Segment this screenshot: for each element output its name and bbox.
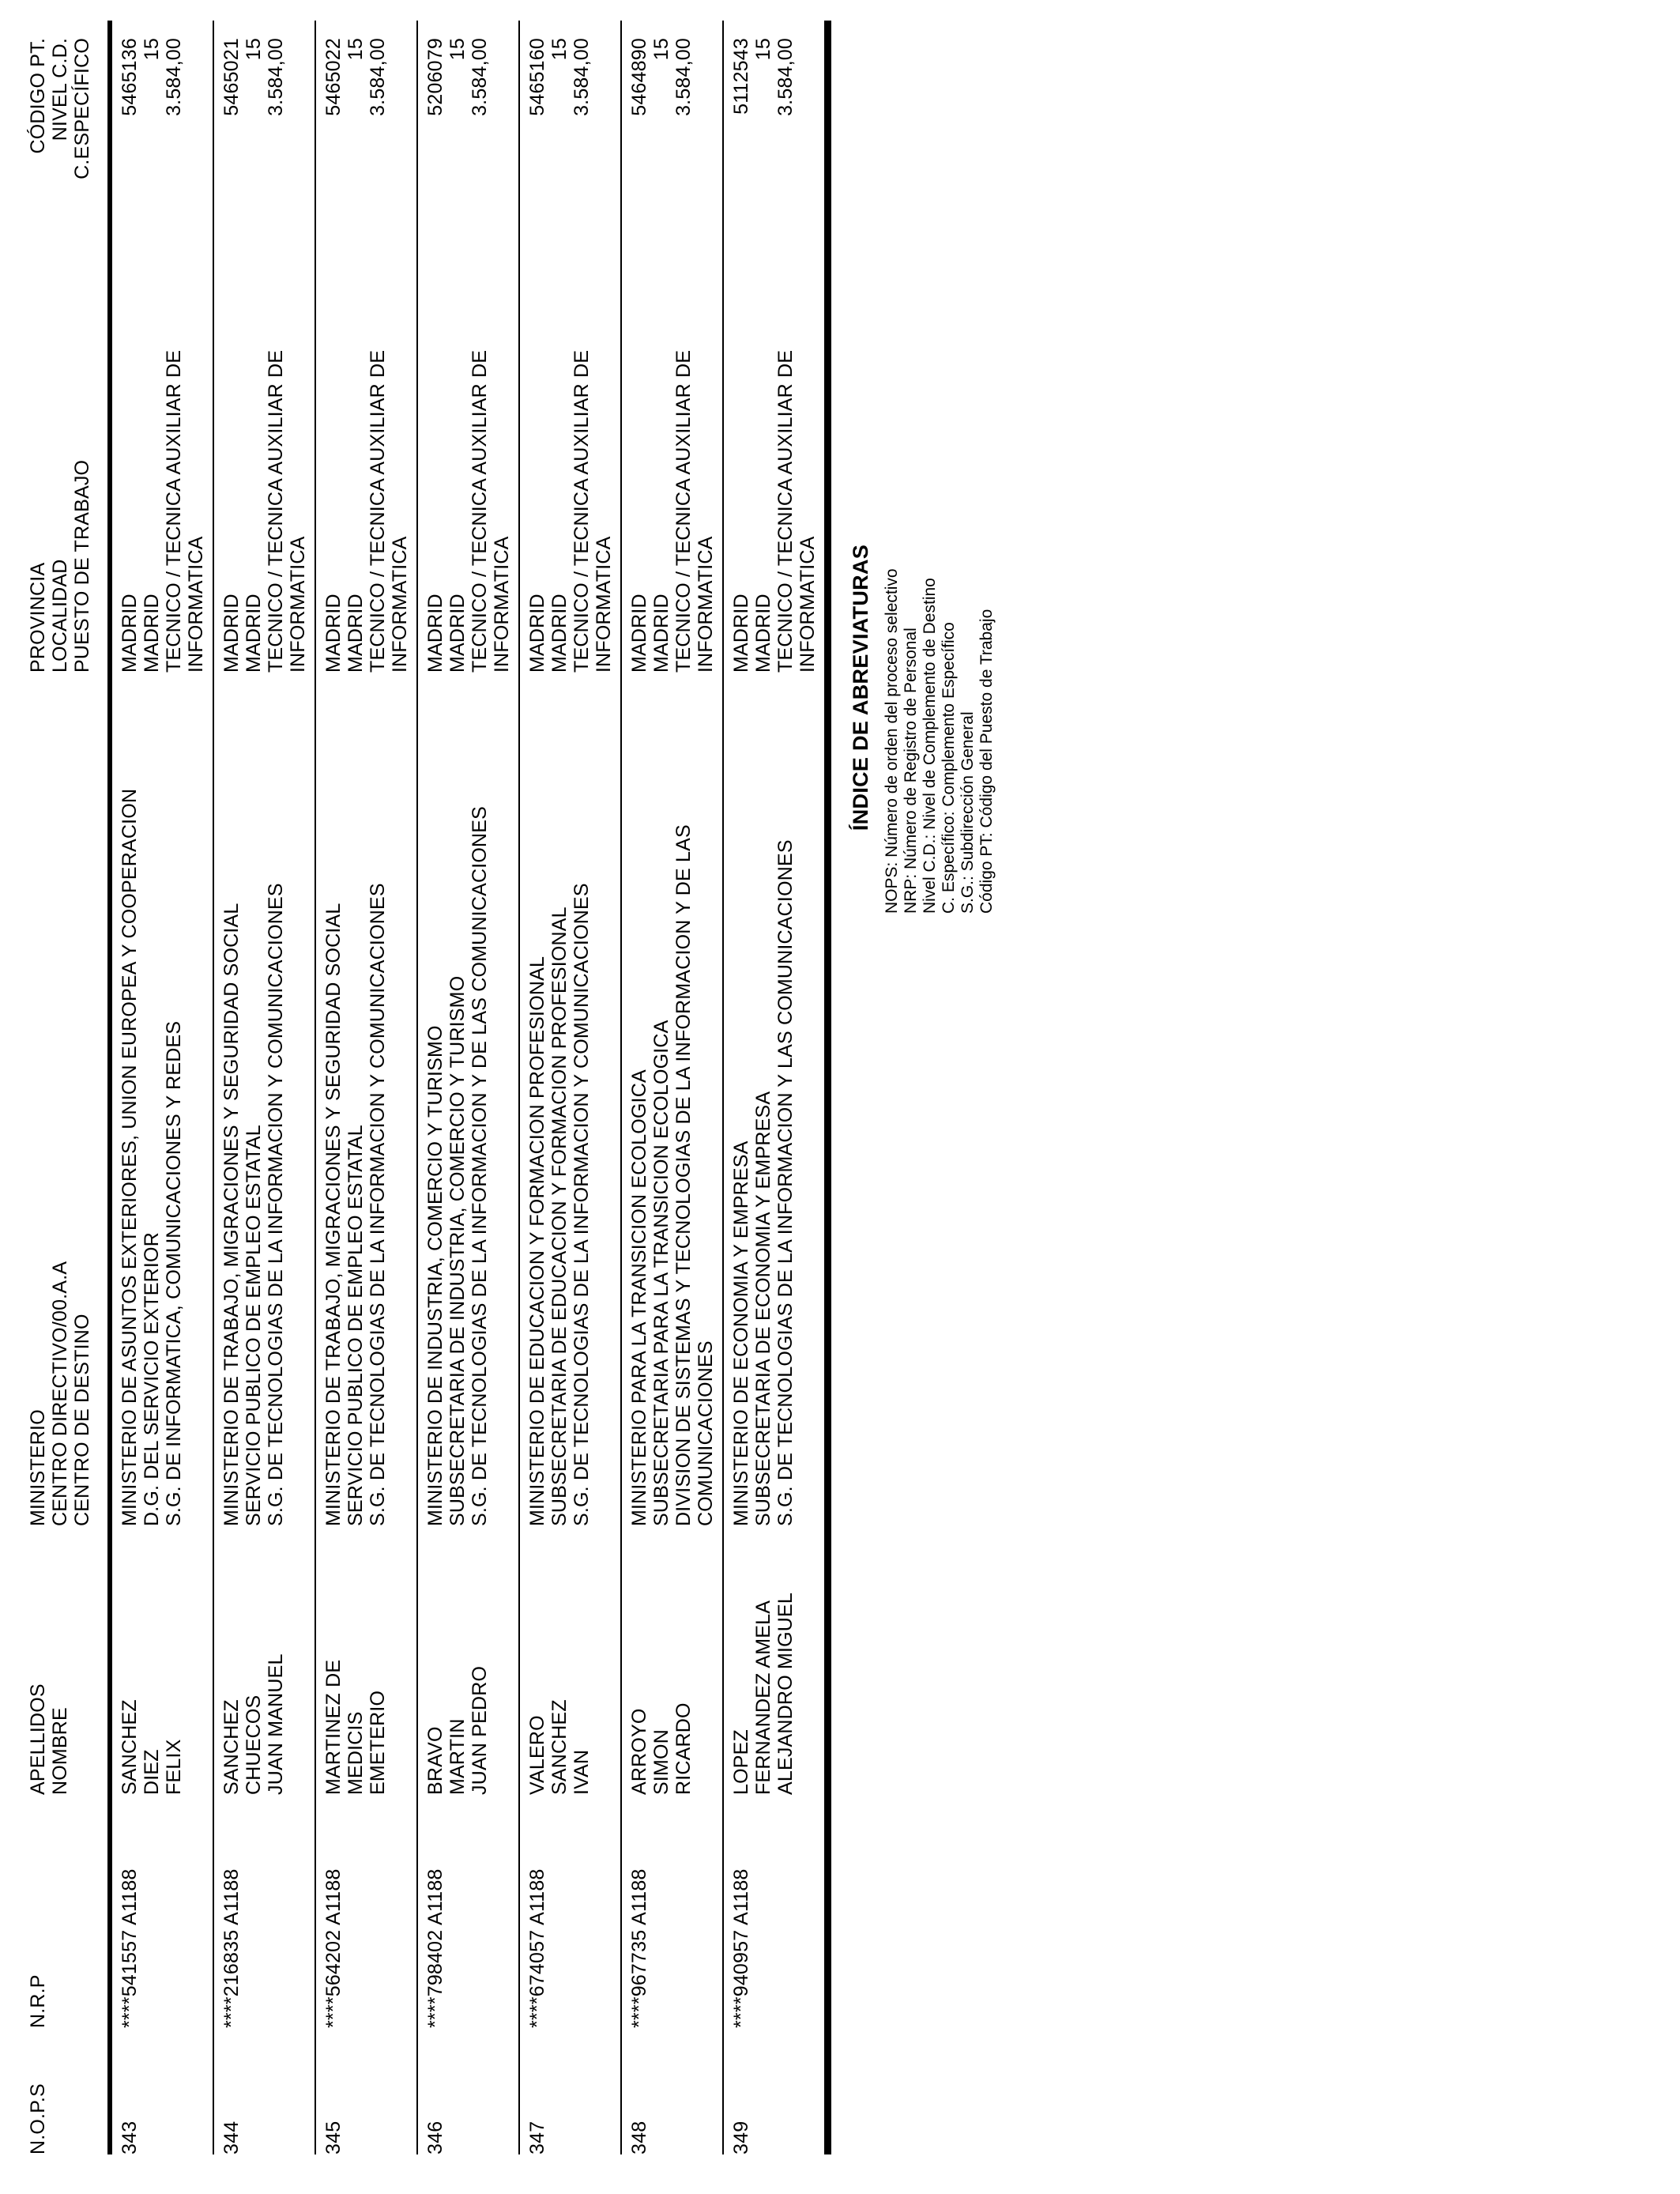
- cell-line: ****674057 A1188: [526, 1868, 548, 2028]
- cell-nops: [220, 2028, 309, 2154]
- abbreviation-item: C. Específico: Complemento Específico: [940, 622, 958, 914]
- cell-line: 347: [526, 2120, 548, 2154]
- cell-line: 346: [424, 2120, 446, 2154]
- cell-ministerio-centro-destino: [119, 673, 207, 1526]
- cell-line: 345: [322, 2120, 345, 2154]
- header-label: NOMBRE: [49, 1707, 71, 1795]
- cell-line: MADRID: [345, 594, 367, 673]
- table-row: [315, 21, 416, 2154]
- cell-line: 348: [628, 2120, 650, 2154]
- header-cell-nrp: [27, 1795, 93, 2028]
- cell-codigo-nivel-especifico: [119, 36, 207, 246]
- cell-nrp: [424, 1795, 513, 2028]
- cell-nrp: [322, 1795, 411, 2028]
- cell-nrp: [220, 1795, 309, 2028]
- cell-line: 349: [730, 2120, 752, 2154]
- cell-line: SANCHEZ: [220, 1699, 243, 1795]
- cell-ministerio-centro-destino: [322, 673, 411, 1526]
- cell-nops: [119, 2028, 207, 2154]
- cell-nrp: [119, 1795, 207, 2028]
- cell-line: TECNICO / TECNICA AUXILIAR DE INFORMATICA: [163, 349, 207, 673]
- cell-line: 5465136: [119, 38, 141, 116]
- cell-line: 3.584,00: [774, 38, 797, 116]
- cell-line: EMETERIO: [367, 1690, 389, 1795]
- cell-line: S.G. DE INFORMATICA, COMUNICACIONES Y REDES: [163, 1020, 185, 1526]
- cell-line: DIVISION DE SISTEMAS Y TECNOLOGIAS DE LA INFORMACION Y DE LAS COMUNICACIONES: [672, 824, 717, 1526]
- table-header-row: [21, 21, 112, 2154]
- cell-line: MINISTERIO DE TRABAJO, MIGRACIONES Y SEGURIDAD SOCIAL: [322, 903, 345, 1526]
- cell-ministerio-centro-destino: [730, 673, 819, 1526]
- header-label: PUESTO DE TRABAJO: [71, 459, 93, 673]
- cell-line: 15: [650, 38, 672, 61]
- cell-line: FELIX: [163, 1739, 185, 1795]
- header-cell-apellidos-nombre: [27, 1526, 93, 1795]
- cell-ministerio-centro-destino: [220, 673, 309, 1526]
- cell-line: 15: [345, 38, 367, 61]
- header-label: CENTRO DE DESTINO: [71, 1314, 93, 1526]
- cell-codigo-nivel-especifico: [628, 36, 717, 246]
- cell-line: 3.584,00: [571, 38, 593, 116]
- cell-line: LOPEZ: [730, 1729, 752, 1795]
- header-label: CÓDIGO PT.: [27, 38, 49, 154]
- cell-codigo-nivel-especifico: [322, 36, 411, 246]
- cell-line: VALERO: [526, 1715, 548, 1795]
- cell-codigo-nivel-especifico: [424, 36, 513, 246]
- table-row: [112, 21, 213, 2154]
- cell-line: BRAVO: [424, 1726, 446, 1795]
- cell-apellidos-nombre: [322, 1526, 411, 1795]
- cell-line: TECNICO / TECNICA AUXILIAR DE INFORMATICA: [367, 349, 411, 673]
- header-cell-ministerio-centro-destino: [27, 673, 93, 1526]
- cell-nops: [628, 2028, 717, 2154]
- cell-line: MADRID: [220, 594, 243, 673]
- cell-line: MINISTERIO DE INDUSTRIA, COMERCIO Y TURISMO: [424, 1025, 446, 1526]
- cell-line: MADRID: [548, 594, 571, 673]
- cell-provincia-puesto: [424, 246, 513, 673]
- cell-line: MADRID: [243, 594, 265, 673]
- cell-line: SERVICIO PUBLICO DE EMPLEO ESTATAL: [243, 1125, 265, 1526]
- cell-provincia-puesto: [526, 246, 615, 673]
- cell-line: JUAN MANUEL: [265, 1653, 287, 1795]
- cell-line: ****541557 A1188: [119, 1868, 141, 2028]
- cell-line: IVAN: [571, 1749, 593, 1795]
- cell-line: SUBSECRETARIA DE EDUCACION Y FORMACION PROFESIONAL: [548, 907, 571, 1526]
- cell-line: ****967735 A1188: [628, 1868, 650, 2028]
- cell-line: MINISTERIO DE ECONOMIA Y EMPRESA: [730, 1140, 752, 1526]
- table-row: [416, 21, 518, 2154]
- cell-line: SANCHEZ: [119, 1699, 141, 1795]
- cell-line: SUBSECRETARIA DE INDUSTRIA, COMERCIO Y TURISMO: [446, 975, 469, 1526]
- header-label: N.O.P.S: [27, 2083, 49, 2154]
- cell-line: 5465021: [220, 38, 243, 116]
- cell-provincia-puesto: [730, 246, 819, 673]
- cell-line: MEDICIS: [345, 1711, 367, 1795]
- abbreviation-item: Código PT: Código del Puesto de Trabajo: [977, 609, 996, 914]
- cell-line: JUAN PEDRO: [469, 1665, 491, 1795]
- cell-line: 5465022: [322, 38, 345, 116]
- header-label: PROVINCIA: [27, 562, 49, 673]
- cell-line: FERNANDEZ AMELA: [752, 1600, 774, 1795]
- cell-line: SUBSECRETARIA PARA LA TRANSICION ECOLOGICA: [650, 1020, 672, 1526]
- cell-line: 15: [548, 38, 571, 61]
- cell-line: SERVICIO PUBLICO DE EMPLEO ESTATAL: [345, 1125, 367, 1526]
- cell-line: 3.584,00: [163, 38, 185, 116]
- cell-codigo-nivel-especifico: [730, 36, 819, 246]
- cell-codigo-nivel-especifico: [526, 36, 615, 246]
- cell-line: ALEJANDRO MIGUEL: [774, 1592, 797, 1795]
- cell-apellidos-nombre: [220, 1526, 309, 1795]
- abbreviations-list: [883, 462, 996, 914]
- cell-provincia-puesto: [220, 246, 309, 673]
- cell-line: MADRID: [752, 594, 774, 673]
- cell-line: SUBSECRETARIA DE ECONOMIA Y EMPRESA: [752, 1091, 774, 1526]
- cell-line: TECNICO / TECNICA AUXILIAR DE INFORMATICA: [571, 349, 615, 673]
- cell-line: MADRID: [119, 594, 141, 673]
- table-row: [518, 21, 620, 2154]
- header-label: CENTRO DIRECTIVO/00.A.A: [49, 1261, 71, 1526]
- cell-line: MADRID: [446, 594, 469, 673]
- cell-line: S.G. DE TECNOLOGIAS DE LA INFORMACION Y COMUNICACIONES: [571, 883, 593, 1526]
- header-label: LOCALIDAD: [49, 559, 71, 673]
- header-label: C.ESPECÍFICO: [71, 38, 93, 179]
- cell-line: ****564202 A1188: [322, 1868, 345, 2028]
- cell-line: 3.584,00: [367, 38, 389, 116]
- cell-line: SIMON: [650, 1729, 672, 1795]
- cell-line: MINISTERIO DE TRABAJO, MIGRACIONES Y SEGURIDAD SOCIAL: [220, 903, 243, 1526]
- cell-codigo-nivel-especifico: [220, 36, 309, 246]
- header-cell-codigo-nivel-especifico: [27, 36, 93, 246]
- appointments-table-document: [21, 21, 996, 2154]
- cell-line: 15: [446, 38, 469, 61]
- table-body: [112, 21, 824, 2154]
- cell-line: DIEZ: [141, 1749, 163, 1795]
- cell-line: 3.584,00: [265, 38, 287, 116]
- cell-line: S.G. DE TECNOLOGIAS DE LA INFORMACION Y COMUNICACIONES: [265, 883, 287, 1526]
- abbreviations-section: [849, 462, 996, 914]
- abbreviation-item: NOPS: Número de orden del proceso selectivo: [883, 568, 901, 914]
- table-bottom-rule: [824, 21, 831, 2154]
- cell-line: D.G. DEL SERVICIO EXTERIOR: [141, 1232, 163, 1526]
- table-row: [722, 21, 824, 2154]
- abbreviation-item: Nivel C.D.: Nivel de Complemento de Destino: [921, 578, 939, 914]
- cell-line: MARTINEZ DE: [322, 1659, 345, 1795]
- header-label: APELLIDOS: [27, 1683, 49, 1795]
- cell-apellidos-nombre: [526, 1526, 615, 1795]
- header-label: N.R.P: [27, 1974, 49, 2028]
- table-row: [213, 21, 315, 2154]
- cell-line: MINISTERIO DE EDUCACION Y FORMACION PROFESIONAL: [526, 956, 548, 1526]
- cell-nops: [730, 2028, 819, 2154]
- cell-ministerio-centro-destino: [424, 673, 513, 1526]
- cell-ministerio-centro-destino: [526, 673, 615, 1526]
- cell-line: TECNICO / TECNICA AUXILIAR DE INFORMATICA: [774, 349, 819, 673]
- cell-line: TECNICO / TECNICA AUXILIAR DE INFORMATICA: [265, 349, 309, 673]
- cell-ministerio-centro-destino: [628, 673, 717, 1526]
- cell-line: S.G. DE TECNOLOGIAS DE LA INFORMACION Y DE LAS COMUNICACIONES: [469, 805, 491, 1526]
- cell-line: MADRID: [730, 594, 752, 673]
- cell-line: CHUECOS: [243, 1695, 265, 1795]
- cell-line: 5112543: [730, 38, 752, 115]
- cell-line: 3.584,00: [469, 38, 491, 116]
- cell-apellidos-nombre: [628, 1526, 717, 1795]
- cell-line: MADRID: [628, 594, 650, 673]
- cell-line: 5464890: [628, 38, 650, 116]
- table-row: [620, 21, 722, 2154]
- cell-line: 15: [141, 38, 163, 61]
- cell-nops: [322, 2028, 411, 2154]
- cell-line: MINISTERIO DE ASUNTOS EXTERIORES, UNION EUROPEA Y COOPERACION: [119, 788, 141, 1526]
- cell-line: S.G. DE TECNOLOGIAS DE LA INFORMACION Y LAS COMUNICACIONES: [774, 839, 797, 1526]
- cell-provincia-puesto: [628, 246, 717, 673]
- cell-nrp: [730, 1795, 819, 2028]
- cell-line: MINISTERIO PARA LA TRANSICION ECOLOGICA: [628, 1069, 650, 1526]
- cell-line: ****798402 A1188: [424, 1868, 446, 2028]
- cell-line: MADRID: [424, 594, 446, 673]
- cell-line: RICARDO: [672, 1702, 695, 1795]
- header-label: NIVEL C.D.: [49, 38, 71, 141]
- cell-line: 5465160: [526, 38, 548, 116]
- cell-line: SANCHEZ: [548, 1699, 571, 1795]
- header-cell-provincia-puesto: [27, 246, 93, 673]
- cell-provincia-puesto: [119, 246, 207, 673]
- cell-line: TECNICO / TECNICA AUXILIAR DE INFORMATICA: [469, 349, 513, 673]
- cell-line: 343: [119, 2120, 141, 2154]
- cell-apellidos-nombre: [119, 1526, 207, 1795]
- cell-apellidos-nombre: [424, 1526, 513, 1795]
- cell-nops: [424, 2028, 513, 2154]
- abbreviation-item: NRP: Número de Registro de Personal: [902, 628, 920, 914]
- cell-line: MADRID: [322, 594, 345, 673]
- cell-nops: [526, 2028, 615, 2154]
- cell-nrp: [526, 1795, 615, 2028]
- cell-line: MADRID: [650, 594, 672, 673]
- cell-line: TECNICO / TECNICA AUXILIAR DE INFORMATICA: [672, 349, 717, 673]
- cell-line: ARROYO: [628, 1708, 650, 1795]
- cell-line: MADRID: [141, 594, 163, 673]
- cell-nrp: [628, 1795, 717, 2028]
- header-cell-nops: [27, 2028, 93, 2154]
- header-label: MINISTERIO: [27, 1409, 49, 1526]
- cell-line: 3.584,00: [672, 38, 695, 116]
- cell-apellidos-nombre: [730, 1526, 819, 1795]
- cell-line: S.G. DE TECNOLOGIAS DE LA INFORMACION Y COMUNICACIONES: [367, 883, 389, 1526]
- cell-line: 15: [752, 38, 774, 61]
- cell-provincia-puesto: [322, 246, 411, 673]
- cell-line: MADRID: [526, 594, 548, 673]
- cell-line: 5206079: [424, 38, 446, 116]
- cell-line: 15: [243, 38, 265, 61]
- cell-line: ****216835 A1188: [220, 1868, 243, 2028]
- abbreviation-item: S.G.: Subdirección General: [959, 711, 977, 914]
- cell-line: 344: [220, 2120, 243, 2154]
- cell-line: MARTIN: [446, 1718, 469, 1795]
- cell-line: ****940957 A1188: [730, 1868, 752, 2028]
- abbreviations-title: ÍNDICE DE ABREVIATURAS: [849, 544, 872, 831]
